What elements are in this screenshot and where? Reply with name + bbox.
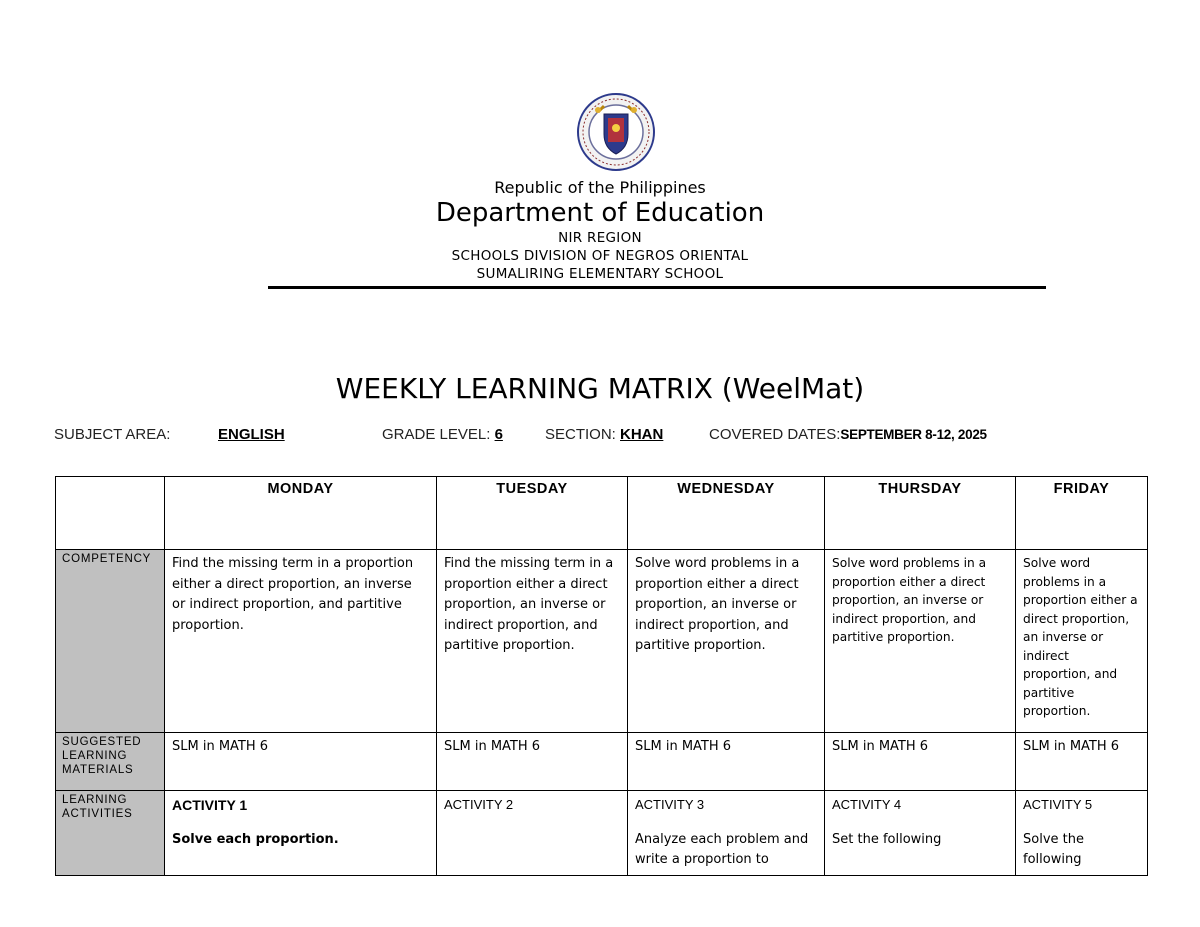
activities-row <box>56 791 1148 876</box>
division-heading: SCHOOLS DIVISION OF NEGROS ORIENTAL <box>451 248 749 264</box>
subject-label: SUBJECT AREA: <box>54 426 171 443</box>
activity-cell <box>628 791 825 876</box>
department-heading: Department of Education <box>435 198 765 228</box>
table-cell: SLM in MATH 6 <box>165 733 437 791</box>
activity-cell <box>1016 791 1148 876</box>
covered-dates: COVERED DATES:SEPTEMBER 8-12, 2025 <box>709 426 987 443</box>
corner-cell <box>56 477 165 550</box>
table-cell: Solve word problems in a proportion either a direct proportion, an inverse or indirect proportion, and partitive proportion. <box>825 550 1016 733</box>
row-label: SUGGESTED LEARNING MATERIALS <box>56 733 165 791</box>
activity-title: ACTIVITY 4 <box>832 797 902 812</box>
activity-title: ACTIVITY 3 <box>635 797 705 812</box>
deped-seal-icon <box>574 92 658 172</box>
region-heading: NIR REGION <box>558 230 642 246</box>
competency-row <box>56 550 1148 733</box>
materials-row <box>56 733 1148 791</box>
section: SECTION: KHAN <box>545 426 664 443</box>
table-cell: Find the missing term in a proportion either a direct proportion, an inverse or indirect proportion, and partitive proportion. <box>165 550 437 733</box>
table-cell: SLM in MATH 6 <box>825 733 1016 791</box>
header-divider <box>268 286 1046 289</box>
activity-instruction: Analyze each problem and write a proportion to <box>635 831 809 867</box>
row-label: COMPETENCY <box>56 550 165 733</box>
table-cell: SLM in MATH 6 <box>437 733 628 791</box>
activity-cell <box>165 791 437 876</box>
activity-title: ACTIVITY 1 <box>172 797 248 813</box>
covered-dates-value: SEPTEMBER 8-12, 2025 <box>840 427 987 442</box>
row-label: LEARNING ACTIVITIES <box>56 791 165 876</box>
grade-level: GRADE LEVEL: 6 <box>382 426 503 443</box>
document-title: WEEKLY LEARNING MATRIX (WeelMat) <box>335 372 865 405</box>
section-value: KHAN <box>620 426 664 443</box>
table-cell: SLM in MATH 6 <box>628 733 825 791</box>
day-header: MONDAY <box>165 477 437 550</box>
activity-cell <box>825 791 1016 876</box>
republic-heading: Republic of the Philippines <box>494 178 706 197</box>
activity-cell <box>437 791 628 876</box>
activity-instruction: Solve the following <box>1023 831 1084 867</box>
day-header: WEDNESDAY <box>628 477 825 550</box>
day-header: FRIDAY <box>1016 477 1148 550</box>
grade-value: 6 <box>494 426 503 443</box>
day-header: TUESDAY <box>437 477 628 550</box>
day-header: THURSDAY <box>825 477 1016 550</box>
table-header-row <box>56 477 1148 550</box>
activity-title: ACTIVITY 5 <box>1023 797 1093 812</box>
school-heading: SUMALIRING ELEMENTARY SCHOOL <box>476 266 724 282</box>
subject-value: ENGLISH <box>218 426 285 443</box>
table-cell: SLM in MATH 6 <box>1016 733 1148 791</box>
activity-title: ACTIVITY 2 <box>444 797 514 812</box>
table-cell: Solve word problems in a proportion either a direct proportion, an inverse or indirect proportion, and partitive proportion. <box>628 550 825 733</box>
table-cell: Find the missing term in a proportion either a direct proportion, an inverse or indirect proportion, and partitive proportion. <box>437 550 628 733</box>
activity-instruction: Solve each proportion. <box>172 831 339 847</box>
activity-instruction: Set the following <box>832 831 942 847</box>
learning-matrix-table <box>55 476 1148 876</box>
table-cell: Solve word problems in a proportion either a direct proportion, an inverse or indirect proportion, and partitive proportion. <box>1016 550 1148 733</box>
